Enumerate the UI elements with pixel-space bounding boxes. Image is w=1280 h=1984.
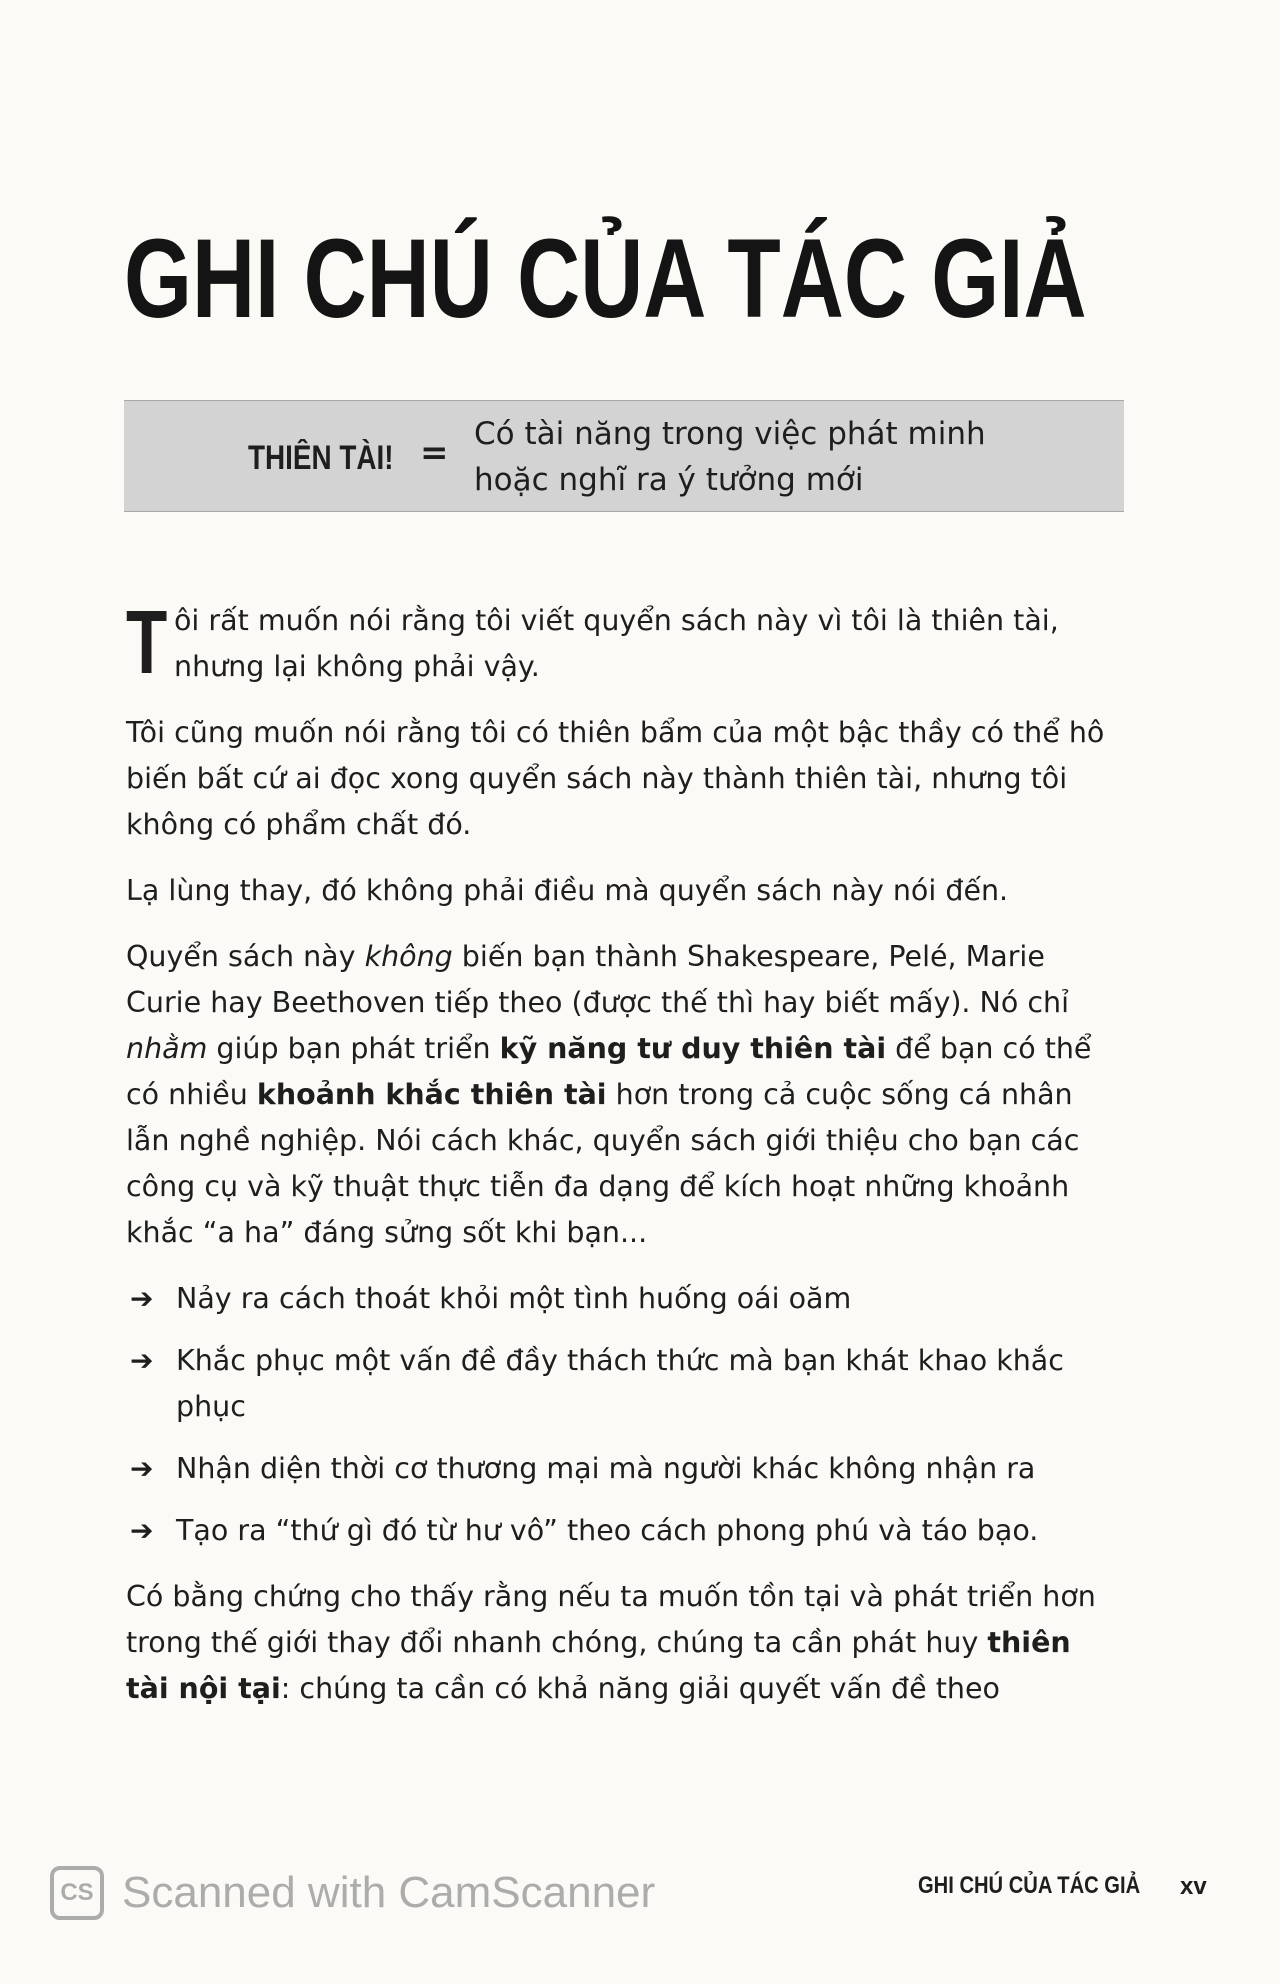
definition-text xyxy=(474,411,1094,503)
list-item xyxy=(126,1508,1121,1554)
right-arrow-icon: ➔ xyxy=(130,1344,154,1377)
p5-text-a: Có bằng chứng cho thấy rằng nếu ta muốn tồn tại và phát triển hơn trong thế giới thay đổi nhanh chóng, chúng ta cần phát huy xyxy=(126,1580,1096,1659)
p4-text-c: biến bạn thành Shakespeare, Pelé, Marie Curie hay Beethoven tiếp theo (được thế thì hay biết mấy). Nó chỉ xyxy=(126,940,1070,1019)
list-item xyxy=(126,1338,1121,1430)
p4-italic-khong: không xyxy=(364,940,453,973)
p4-text-e: giúp bạn phát triển xyxy=(207,1032,500,1065)
right-arrow-icon: ➔ xyxy=(130,1452,154,1485)
paragraph-1 xyxy=(126,593,1121,693)
definition-term: THIÊN TÀI! xyxy=(248,439,394,477)
list-item-text: Khắc phục một vấn đề đầy thách thức mà bạn khát khao khắc phục xyxy=(176,1344,1064,1423)
p4-italic-nham: nhằm xyxy=(126,1032,208,1065)
list-item xyxy=(126,1446,1121,1492)
page-number: xv xyxy=(1180,1873,1207,1900)
p4-bold-skill: kỹ năng tư duy thiên tài xyxy=(499,1032,887,1065)
p4-bold-moments: khoảnh khắc thiên tài xyxy=(256,1078,607,1111)
right-arrow-icon: ➔ xyxy=(130,1282,154,1315)
paragraph-3: Lạ lùng thay, đó không phải điều mà quyển sách này nói đến. xyxy=(126,874,1009,907)
p4-text-g: để bạn có thể có nhiều xyxy=(126,1032,1092,1111)
definition-box xyxy=(124,400,1124,512)
definition-line-2: hoặc nghĩ ra ý tưởng mới xyxy=(474,462,864,498)
list-item-text: Nảy ra cách thoát khỏi một tình huống oái oăm xyxy=(176,1282,852,1315)
right-arrow-icon: ➔ xyxy=(130,1514,154,1547)
p4-text-i: hơn trong cả cuộc sống cá nhân lẫn nghề nghiệp. Nói cách khác, quyển sách giới thiệu cho bạn các công cụ và kỹ thuật thực tiễn đa dạng để kích hoạt những khoảnh khắc “a ha” đáng sửng sốt khi bạn... xyxy=(126,1078,1080,1249)
page-title: GHI CHÚ CỦA TÁC GIẢ xyxy=(124,216,1087,342)
p5-text-c: : chúng ta cần có khả năng giải quyết vấn đề theo xyxy=(280,1672,1000,1705)
p5-bold-inner-genius: thiên tài nội tại xyxy=(126,1626,1071,1705)
p4-text-a: Quyển sách này xyxy=(126,940,365,973)
watermark-text: Scanned with CamScanner xyxy=(122,1868,656,1917)
list-item-text: Tạo ra “thứ gì đó từ hư vô” theo cách phong phú và táo bạo. xyxy=(176,1514,1039,1547)
definition-line-1: Có tài năng trong việc phát minh xyxy=(474,416,986,452)
paragraph-5 xyxy=(126,1574,1121,1712)
bullet-list xyxy=(126,1276,1121,1554)
camscanner-watermark xyxy=(50,1866,655,1920)
drop-cap: T xyxy=(126,593,168,693)
body-text xyxy=(126,593,1121,1732)
running-footer-title: GHI CHÚ CỦA TÁC GIẢ xyxy=(918,1872,1141,1899)
paragraph-4 xyxy=(126,934,1121,1256)
list-item xyxy=(126,1276,1121,1322)
paragraph-1-text: ôi rất muốn nói rằng tôi viết quyển sách này vì tôi là thiên tài, nhưng lại không phải vậy. xyxy=(174,604,1059,683)
equals-sign: = xyxy=(420,433,449,473)
paragraph-2: Tôi cũng muốn nói rằng tôi có thiên bẩm của một bậc thầy có thể hô biến bất cứ ai đọc xong quyển sách này thành thiên tài, nhưng tôi không có phẩm chất đó. xyxy=(126,716,1105,841)
camscanner-logo-icon: CS xyxy=(50,1866,104,1920)
list-item-text: Nhận diện thời cơ thương mại mà người khác không nhận ra xyxy=(176,1452,1036,1485)
